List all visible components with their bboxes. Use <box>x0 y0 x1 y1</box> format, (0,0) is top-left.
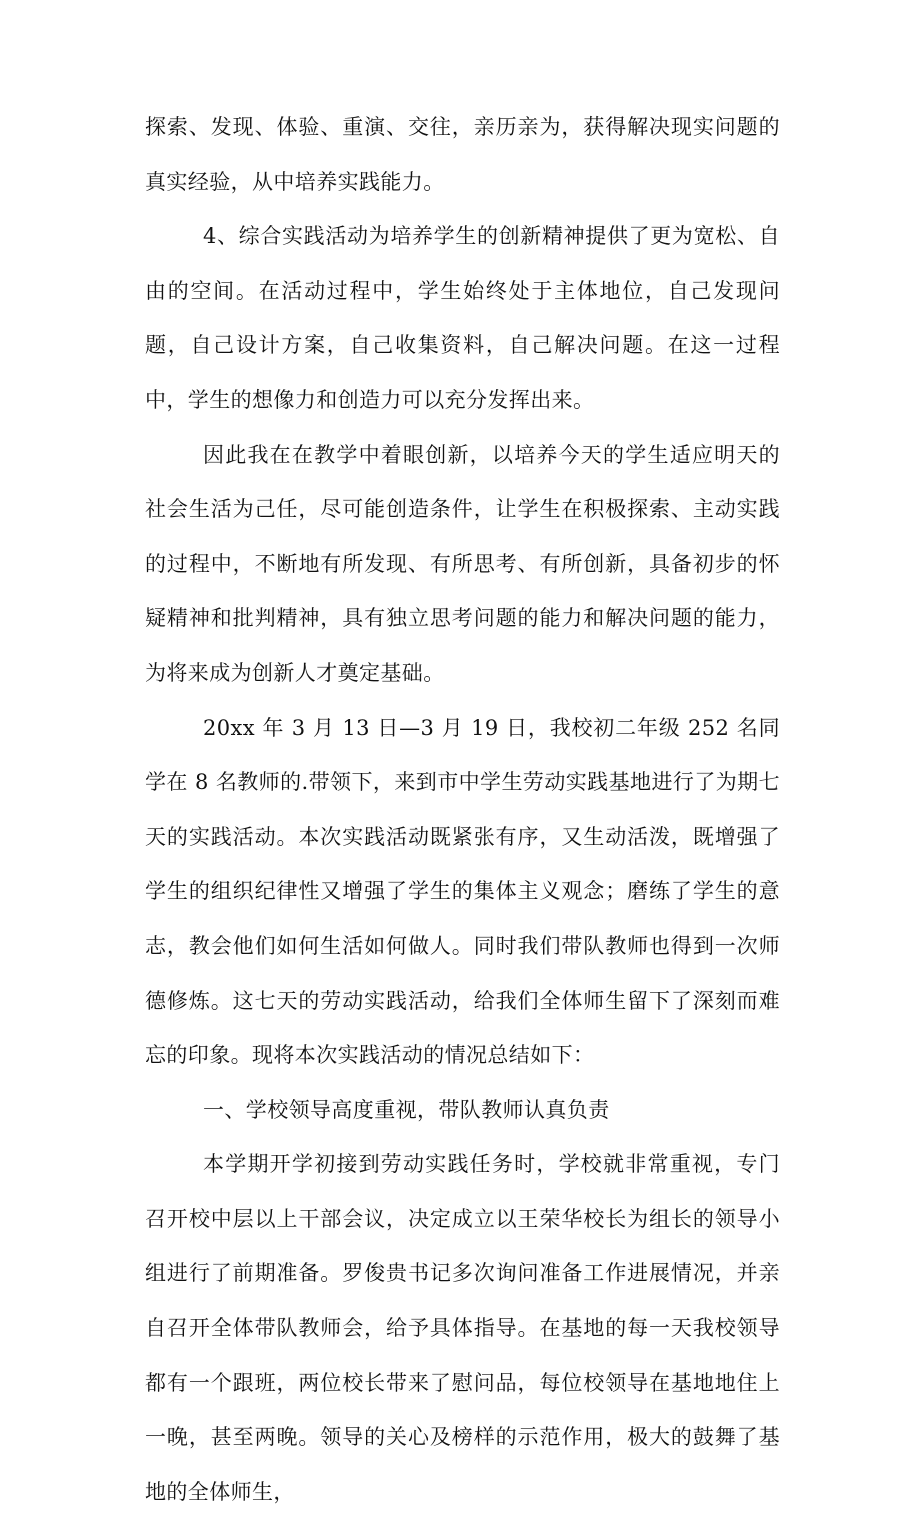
paragraph-point-4: 4、综合实践活动为培养学生的创新精神提供了更为宽松、自由的空间。在活动过程中，学生始终处于主体地位，自己发现问题，自己设计方案，自己收集资料，自己解决问题。在这一过程中，学生的想像力和创造力可以充分发挥出来。 <box>145 224 780 412</box>
paragraph-practice-summary: 20xx 年 3 月 13 日—3 月 19 日，我校初二年级 252 名同学在 8 名教师的.带领下，来到市中学生劳动实践基地进行了为期七天的实践活动。本次实践活动既紧张有序，又生动活泼，既增强了学生的组织纪律性又增强了学生的集体主义观念；磨练了学生的意志，教会他们如何生活如何做人。同时我们带队教师也得到一次师德修炼。这七天的劳动实践活动，给我们全体师生留下了深刻而难忘的印象。现将本次实践活动的情况总结如下： <box>145 715 780 1068</box>
paragraph-innovation: 因此我在在教学中着眼创新，以培养今天的学生适应明天的社会生活为己任，尽可能创造条件，让学生在积极探索、主动实践的过程中，不断地有所发现、有所思考、有所创新，具备初步的怀疑精神和批判精神，具有独立思考问题的能力和解决问题的能力，为将来成为创新人才奠定基础。 <box>145 442 780 685</box>
document-body <box>145 100 780 1519</box>
section-heading-1: 一、学校领导高度重视，带队教师认真负责 <box>203 1097 610 1122</box>
paragraph-continuation: 探索、发现、体验、重演、交往，亲历亲为，获得解决现实问题的真实经验，从中培养实践能力。 <box>145 115 780 194</box>
paragraph-leadership: 本学期开学初接到劳动实践任务时，学校就非常重视，专门召开校中层以上干部会议，决定成立以王荣华校长为组长的领导小组进行了前期准备。罗俊贵书记多次询问准备工作进展情况，并亲自召开全体带队教师会，给予具体指导。在基地的每一天我校领导都有一个跟班，两位校长带来了慰问品，每位校领导在基地地住上一晚，甚至两晚。领导的关心及榜样的示范作用，极大的鼓舞了基地的全体师生， <box>145 1152 780 1504</box>
